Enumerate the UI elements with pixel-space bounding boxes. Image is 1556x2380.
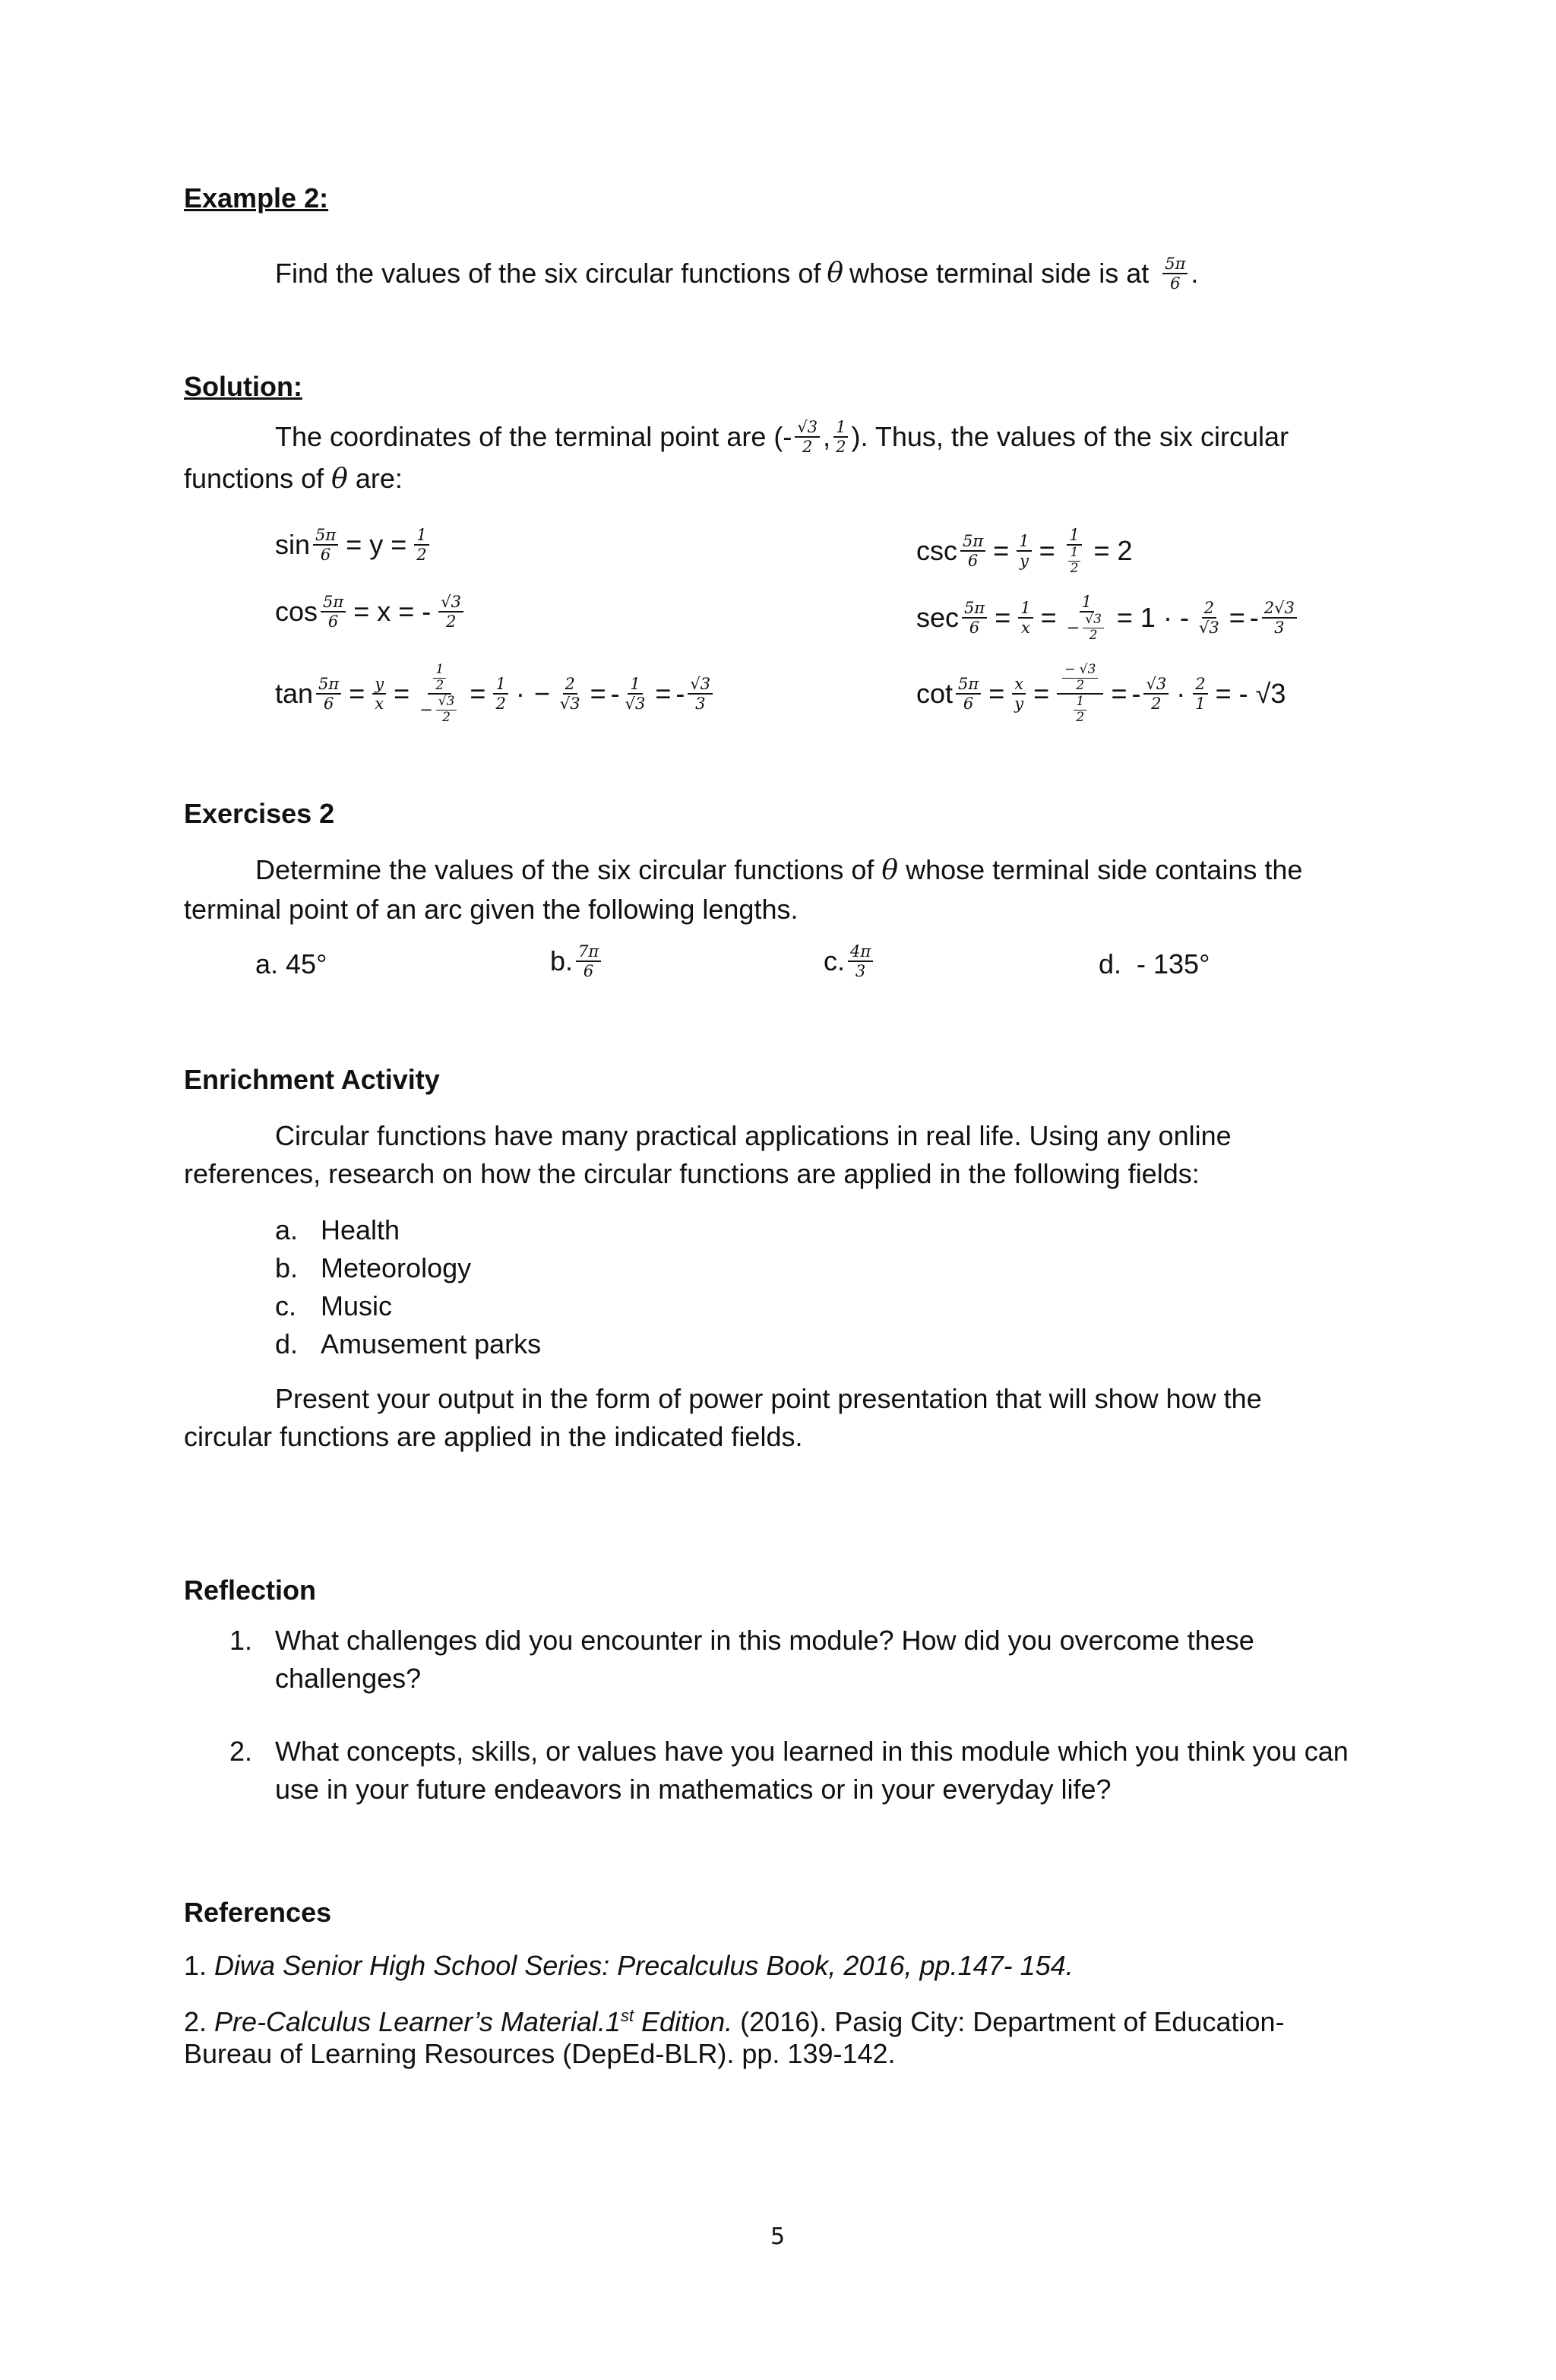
denominator (1063, 546, 1086, 576)
list-label: Amusement parks (321, 1328, 542, 1359)
enrichment-line-2: references, research on how the circular functions are applied in the following fields: (184, 1158, 1200, 1189)
angle-fraction (321, 593, 346, 631)
denominator: 1 (1195, 695, 1206, 714)
sin-value (414, 526, 429, 564)
numerator: √3 (688, 675, 713, 695)
exercises-heading: Exercises 2 (184, 798, 335, 829)
numerator: 5π (321, 593, 346, 612)
sec-label: sec (916, 602, 960, 634)
reference-edition: Edition. (634, 2006, 733, 2037)
numerator: 2 (563, 675, 577, 695)
equals-sign: = (349, 678, 365, 710)
numerator: 1 (1017, 532, 1031, 552)
numerator: x (1012, 675, 1026, 695)
minus: − (533, 678, 550, 710)
angle-fraction (962, 599, 987, 637)
numerator: 1 (1018, 599, 1033, 619)
theta-symbol: θ (331, 464, 348, 495)
csc-result: = 2 (1093, 535, 1133, 567)
equals-sign: = (394, 678, 410, 710)
numerator: 1 (414, 526, 429, 546)
denominator: 2 (1070, 560, 1079, 576)
enrichment-heading: Enrichment Activity (184, 1064, 440, 1095)
csc-label: csc (916, 535, 957, 567)
cos-value (438, 593, 463, 631)
equals-sign: = (1111, 678, 1127, 710)
denominator: 2 (1089, 627, 1098, 643)
denominator: √3 (1198, 619, 1219, 638)
one-half (493, 675, 508, 713)
denominator: 6 (323, 695, 334, 714)
numerator: 5π (313, 526, 338, 546)
coord-x-num: √3 (795, 418, 820, 438)
numerator: 2 (1193, 675, 1207, 695)
complex-fraction (1057, 663, 1103, 725)
denominator: 6 (967, 552, 979, 571)
dot: · (515, 678, 525, 710)
one-over-x (1018, 599, 1033, 637)
output-line-2: circular functions are applied in the indicated fields. (184, 1421, 803, 1452)
numerator: − √3 (1062, 663, 1098, 679)
coord-comma: , (823, 421, 831, 453)
cos-equation (275, 593, 466, 631)
denominator: 2 (435, 677, 444, 693)
complex-fraction (1063, 526, 1086, 576)
denominator: 6 (583, 962, 594, 981)
exercise-item-d: d. - 135° (1099, 948, 1210, 980)
solution-line2-text: functions of (184, 463, 324, 494)
denominator: 2 (445, 612, 457, 631)
item-fraction (848, 942, 873, 980)
coord-x-den: 2 (802, 438, 813, 457)
equals-sign: = (995, 602, 1011, 634)
csc-equation (916, 526, 1137, 576)
one-over-y (1017, 532, 1031, 570)
list-marker: a. (275, 1214, 299, 1245)
coord-y-fraction (833, 418, 848, 456)
dot: · (1176, 678, 1186, 710)
angle-fraction (316, 675, 341, 713)
theta-symbol: θ (881, 855, 899, 886)
numerator: 2√3 (1262, 599, 1297, 619)
prompt-period: . (1191, 258, 1199, 290)
denominator: 2 (416, 546, 427, 565)
denominator (1064, 612, 1109, 643)
equals-sign: = (590, 678, 606, 710)
tan-equation (275, 663, 716, 725)
tan-value (688, 675, 713, 713)
list-item (275, 1249, 541, 1287)
page-number: 5 (770, 2223, 786, 2250)
numerator: 1 (1067, 526, 1081, 546)
x-over-y (1012, 675, 1026, 713)
item-fraction (576, 942, 601, 980)
numerator: 1 (1080, 593, 1094, 612)
references-heading: References (184, 1897, 332, 1928)
half (1074, 695, 1086, 725)
exercises-text: Determine the values of the six circular functions of (255, 854, 874, 885)
list-label: Health (321, 1214, 400, 1245)
reflection-q1-line-1: What challenges did you encounter in this module? How did you overcome these (275, 1625, 1254, 1656)
numerator: 5π (962, 599, 987, 619)
one-dot-text: = 1 · - (1116, 602, 1189, 634)
numerator: 2 (1202, 599, 1216, 619)
numerator: 7π (576, 942, 601, 962)
list-item (275, 1287, 541, 1325)
angle-fraction (956, 675, 981, 713)
solution-text: The coordinates of the terminal point are (- (275, 421, 792, 453)
exercises-text-2: whose terminal side contains the (906, 854, 1303, 885)
denominator: 6 (327, 612, 339, 631)
reference-superscript: st (620, 2006, 634, 2025)
numerator: 1 (1074, 695, 1086, 711)
exercises-line-1 (255, 851, 1302, 890)
exercise-item-c (824, 942, 876, 980)
equals-sign: = (470, 678, 486, 710)
solution-line-1 (275, 418, 1289, 456)
example-heading: Example 2: (184, 182, 329, 214)
complex-fraction (1064, 593, 1109, 643)
theta-symbol: θ (827, 258, 844, 290)
reference-1 (184, 1947, 1074, 1985)
numerator: 1 (628, 675, 642, 695)
numerator: 1 (433, 663, 446, 679)
example-prompt-text: Find the values of the six circular functions of (275, 258, 821, 290)
denominator: √3 (559, 695, 580, 714)
cot-label: cot (916, 678, 954, 710)
denominator: 6 (969, 619, 980, 638)
fields-list (275, 1211, 541, 1363)
denominator: 2 (1076, 677, 1085, 693)
denominator: 2 (1151, 695, 1162, 714)
minus: - (610, 678, 620, 710)
reference-number: 1. (184, 1950, 207, 1981)
sqrt3-over-2 (1083, 612, 1104, 643)
numerator: y (372, 675, 386, 695)
denominator: y (1014, 695, 1024, 714)
denominator (417, 695, 462, 725)
list-label: Meteorology (321, 1252, 472, 1283)
sec-value (1262, 599, 1297, 637)
equals-text: = y = (346, 529, 407, 561)
numerator: √3 (1083, 612, 1104, 628)
reference-2-line-2: Bureau of Learning Resources (DepEd-BLR). pp. 139-142. (184, 2038, 896, 2069)
equals-sign: = (1039, 535, 1055, 567)
solution-line-2 (184, 460, 403, 498)
angle-fraction (313, 526, 338, 564)
denominator: 2 (495, 695, 506, 714)
solution-line2-text-2: are: (355, 463, 403, 494)
half (1068, 546, 1081, 576)
angle-denominator: 6 (1170, 274, 1181, 293)
numerator: 1 (1068, 546, 1081, 562)
denominator: 2 (1076, 709, 1085, 725)
equals-sign: = (655, 678, 672, 710)
angle-numerator: 5π (1162, 255, 1188, 274)
denominator: 6 (320, 546, 331, 565)
two-over-one (1193, 675, 1207, 713)
list-marker: c. (275, 1290, 297, 1321)
numerator (428, 663, 451, 695)
cot-equation (916, 663, 1290, 725)
cot-result: = - √3 (1215, 678, 1286, 710)
angle-fraction (1162, 255, 1188, 293)
denominator: √3 (625, 695, 646, 714)
equals-sign: = (988, 678, 1005, 710)
sqrt3-over-2 (436, 695, 457, 725)
cos-label: cos (275, 596, 318, 628)
denominator: 6 (963, 695, 974, 714)
numerator: 1 (493, 675, 508, 695)
one-over-sqrt3 (623, 675, 648, 713)
minus: - (675, 678, 685, 710)
item-marker: c. (824, 945, 846, 977)
denominator: 3 (695, 695, 706, 714)
numerator: 5π (960, 532, 985, 552)
reference-title: Pre-Calculus Learner’s Material.1 (214, 2006, 621, 2037)
half (433, 663, 446, 693)
sin-label: sin (275, 529, 311, 561)
numerator: √3 (1143, 675, 1169, 695)
equals-sign: = (1229, 602, 1245, 634)
example-prompt (275, 255, 1198, 293)
equals-sign: = (993, 535, 1010, 567)
two-over-sqrt3 (1197, 599, 1222, 637)
list-label: Music (321, 1290, 393, 1321)
sec-equation (916, 593, 1300, 643)
coord-y-den: 2 (836, 438, 846, 457)
list-item (275, 1211, 541, 1249)
y-over-x (372, 675, 386, 713)
sqrt3-over-2 (1143, 675, 1169, 713)
complex-fraction (417, 663, 462, 725)
reflection-q1-line-2: challenges? (275, 1663, 422, 1694)
minus: - (1249, 602, 1259, 634)
two-over-sqrt3 (558, 675, 583, 713)
list-marker: b. (275, 1252, 299, 1283)
numerator (1057, 663, 1103, 695)
coord-x-fraction (795, 418, 820, 456)
example-prompt-text-2: whose terminal side is at (849, 258, 1150, 290)
equals-sign: = (1040, 602, 1057, 634)
minus: − (419, 701, 433, 720)
equals-text: = x = - (353, 596, 432, 628)
numerator: √3 (438, 593, 463, 612)
output-line-1: Present your output in the form of power point presentation that will show how the (275, 1383, 1262, 1414)
reflection-heading: Reflection (184, 1575, 317, 1606)
neg-sqrt3-over-2 (1062, 663, 1098, 693)
numerator: √3 (436, 695, 457, 711)
list-marker: d. (275, 1328, 299, 1359)
denominator: 3 (855, 962, 866, 981)
enrichment-line-1: Circular functions have many practical applications in real life. Using any online (275, 1120, 1232, 1151)
reference-number: 2. (184, 2006, 207, 2037)
item-marker: b. (550, 945, 574, 977)
reflection-q2-line-1: What concepts, skills, or values have you learned in this module which you think you can (275, 1736, 1349, 1767)
reference-publisher: (2016). Pasig City: Department of Education- (732, 2006, 1285, 2037)
denominator (1068, 695, 1092, 725)
angle-fraction (960, 532, 985, 570)
minus: − (1066, 619, 1080, 638)
reflection-q2-line-2: use in your future endeavors in mathematics or in your everyday life? (275, 1774, 1112, 1805)
exercises-line-2: terminal point of an arc given the following lengths. (184, 894, 799, 925)
numerator: 4π (848, 942, 873, 962)
minus: - (1131, 678, 1141, 710)
numerator: 5π (956, 675, 981, 695)
sin-equation (275, 526, 432, 564)
denominator: y (1019, 552, 1029, 571)
solution-heading: Solution: (184, 371, 302, 402)
reference-text: Diwa Senior High School Series: Precalculus Book, 2016, pp.147- 154. (214, 1950, 1074, 1981)
exercise-item-b (550, 942, 604, 980)
solution-text-2: ). Thus, the values of the six circular (851, 421, 1289, 453)
reflection-q1-number: 1. (229, 1625, 253, 1656)
list-item (275, 1325, 541, 1363)
reflection-q2-number: 2. (229, 1736, 253, 1767)
denominator: x (375, 695, 384, 714)
exercise-item-a: a. 45° (255, 948, 327, 980)
equals-sign: = (1033, 678, 1050, 710)
coord-y-num: 1 (833, 418, 848, 438)
denominator: x (1021, 619, 1030, 638)
denominator: 3 (1274, 619, 1285, 638)
tan-label: tan (275, 678, 314, 710)
numerator: 5π (316, 675, 341, 695)
denominator: 2 (442, 709, 451, 725)
